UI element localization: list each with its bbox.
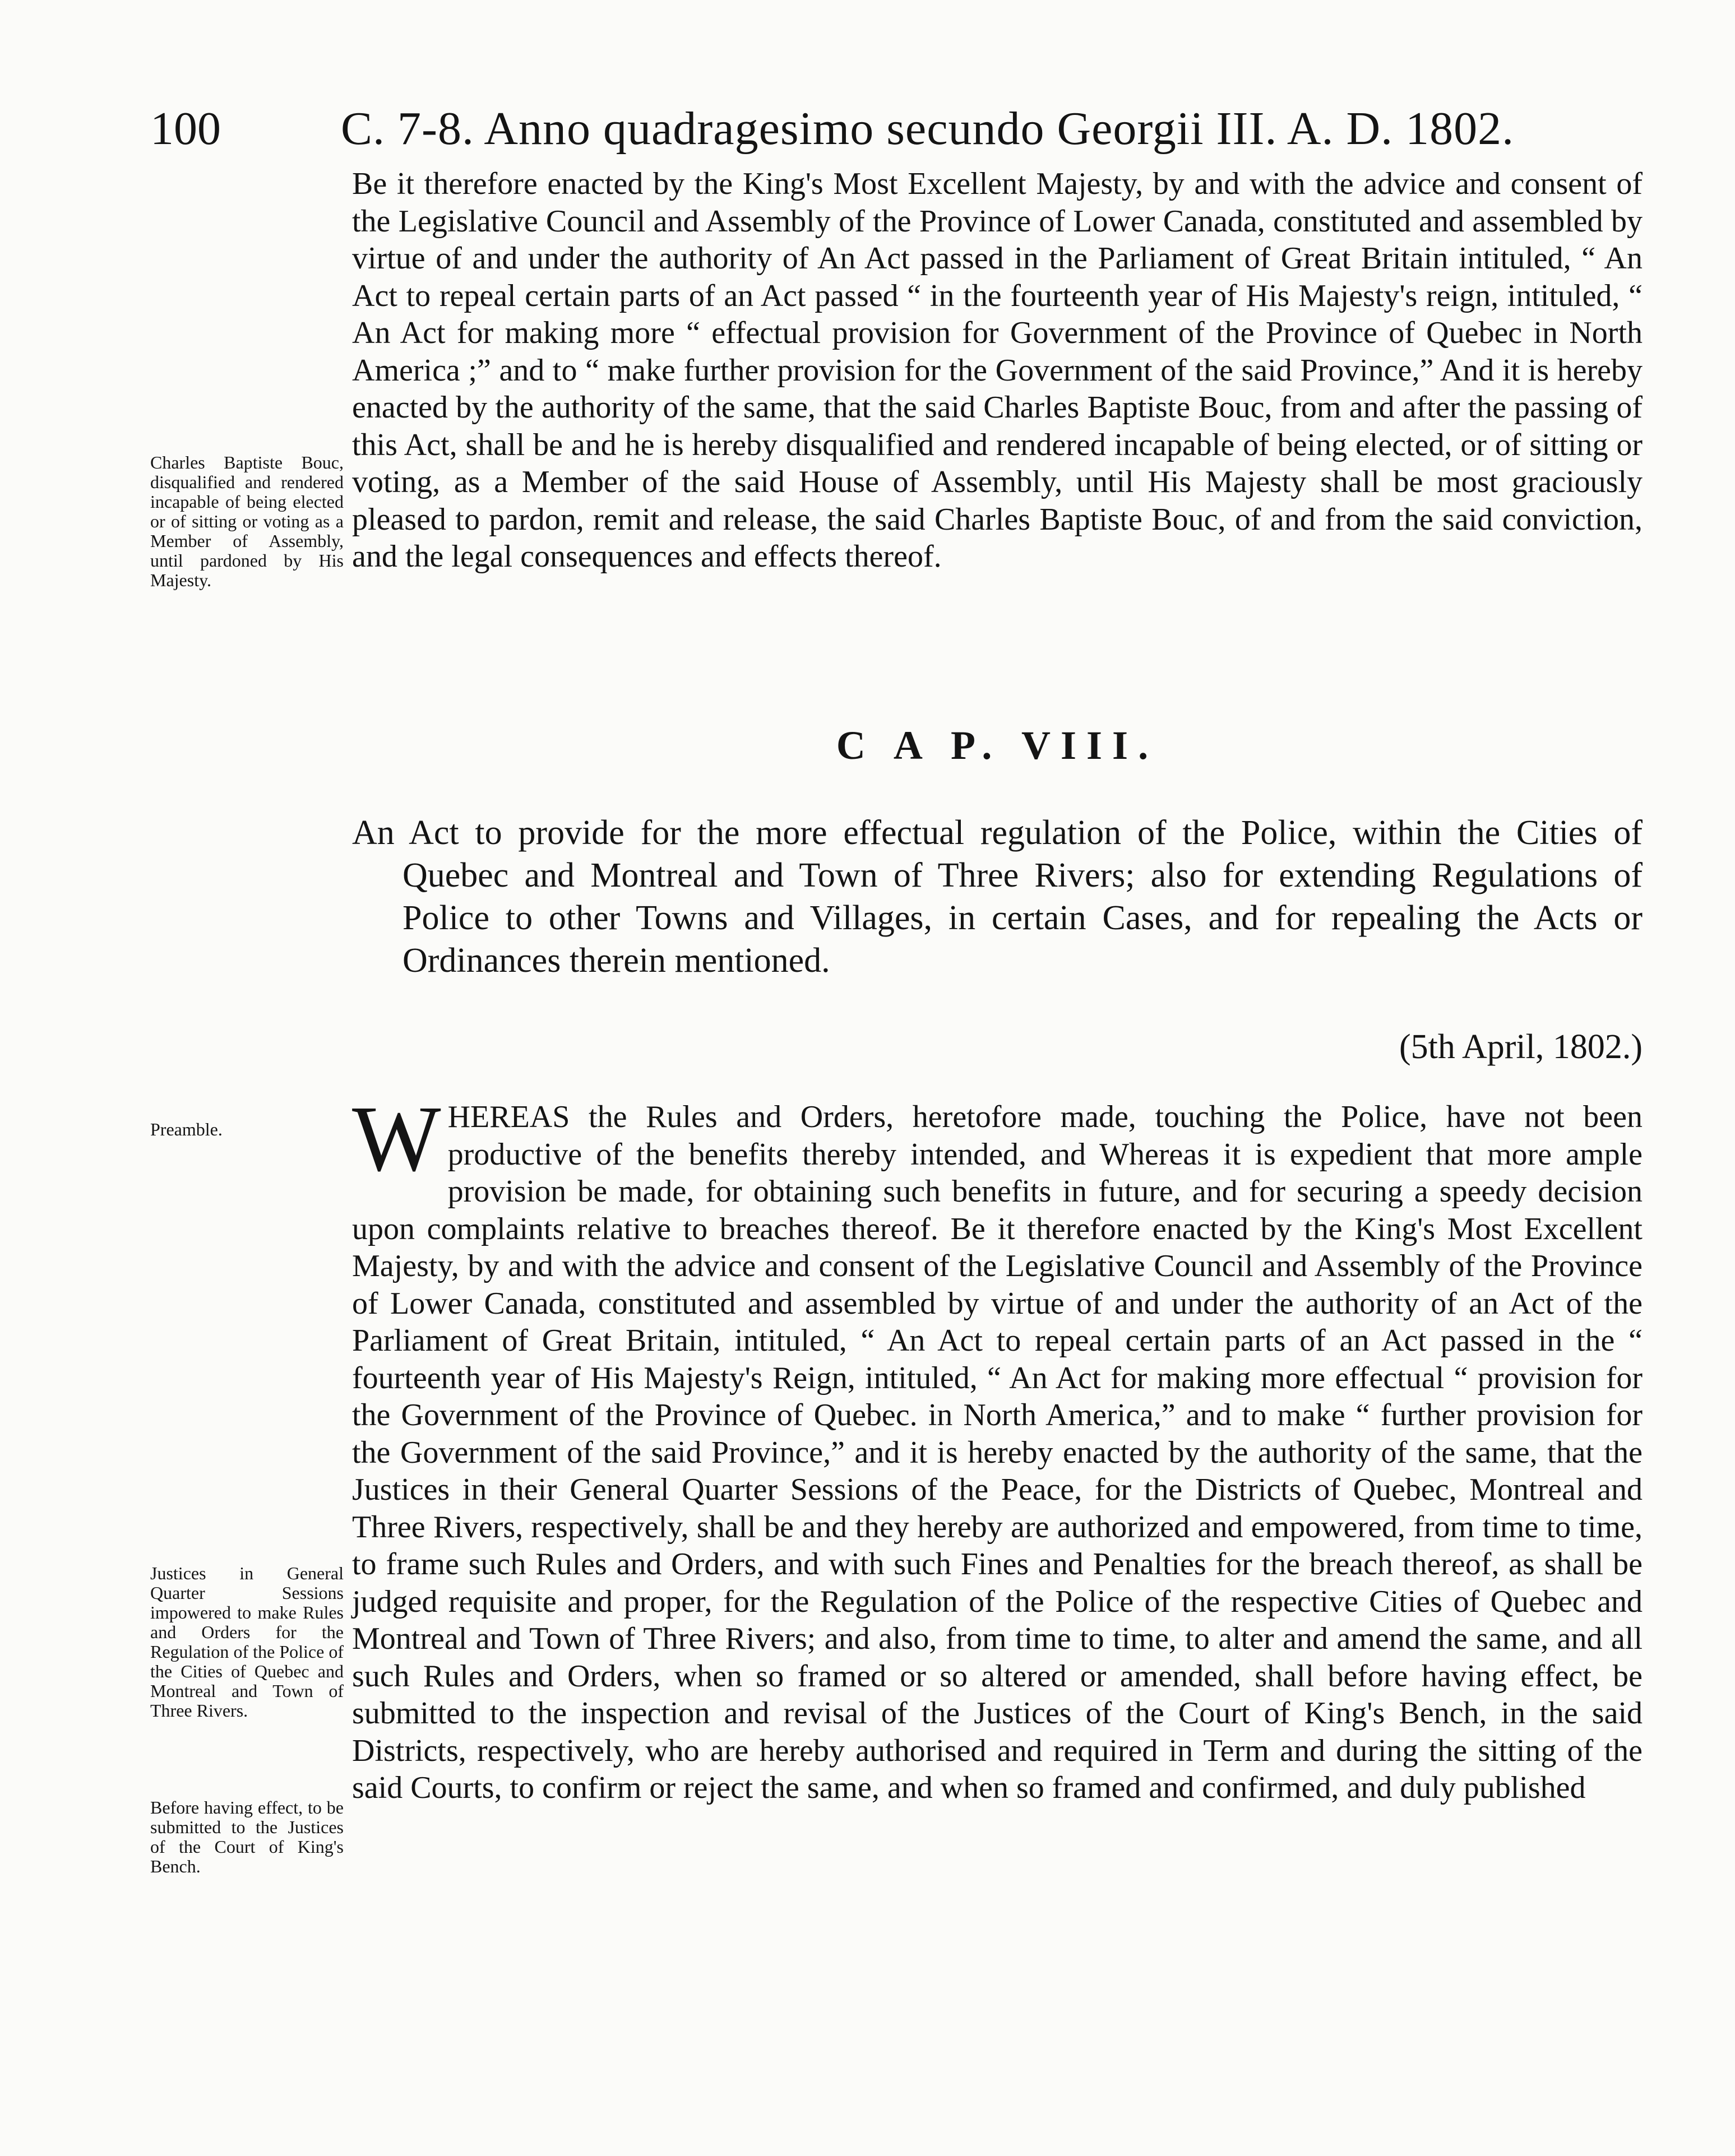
page-number: 100 bbox=[150, 103, 221, 155]
act-date: (5th April, 1802.) bbox=[1399, 1028, 1643, 1066]
marginal-note-kings-bench: Before having effect, to be submitted to the Justices of the Court of King's Bench. bbox=[150, 1797, 344, 1876]
preamble-text: HEREAS the Rules and Orders, heretofore made, touching the Police, have not been productive of the benefits thereby intended, and Whereas it is expedient that more ample provision be made, for obtaining such benefits in future, and for securing a speedy decision upon complaints relative to breaches thereof. Be it therefore enacted by the King's Most Excellent Majesty, by and with the advice and consent of the Legislative Council and Assembly of the Province of Lower Canada, constituted and assembled by virtue of and under the authority of an Act of the Parliament of Great Britain, intituled, “ An Act to repeal certain parts of an Act passed in the “ fourteenth year of His Majesty's Reign, intituled, “ An Act for making more effectual “ provision for the Government of the Province of Quebec. in North America,” and to make “ further provision for the Government of the said Province,” and it is hereby enacted by the authority of the same, that the Justices in their General Quarter Sessions of the Peace, for the Districts of Quebec, Montreal and Three Rivers, respectively, shall be and they hereby are authorized and empowered, from time to time, to frame such Rules and Orders, and with such Fines and Penalties for the breach thereof, as shall be judged requisite and proper, for the Regulation of the Police of the respective Cities of Quebec and Montreal and Town of Three Rivers; and also, from time to time, to alter and amend the same, and all such Rules and Orders, when so framed or so altered or amended, shall before having effect, be submitted to the inspection and revisal of the Justices of the Court of King's Bench, in the said Districts, respectively, who are hereby authorised and required in Term and during the sitting of the said Courts, to confirm or reject the same, and when so framed and confirmed, and duly published bbox=[352, 1100, 1643, 1805]
marginal-note-preamble: Preamble. bbox=[150, 1119, 223, 1139]
enacting-paragraph: Be it therefore enacted by the King's Most Excellent Majesty, by and with the advice and consent of the Legislative Council and Assembly of the Province of Lower Canada, constituted and assembled by virtue of and under the authority of An Act passed in the Parliament of Great Britain intituled, “ An Act to repeal certain parts of an Act passed “ in the fourteenth year of His Majesty's reign, intituled, “ An Act for making more “ effectual provision for Government of the Province of Quebec in North America ;” and to “ make further provision for the Government of the said Province,” And it is hereby enacted by the authority of the same, that the said Charles Baptiste Bouc, from and after the passing of this Act, shall be and he is hereby disqualified and rendered incapable of being elected, or of sitting or voting, as a Member of the said House of Assembly, until His Majesty shall be most graciously pleased to pardon, remit and release, the said Charles Baptiste Bouc, of and from the said conviction, and the legal consequences and effects thereof. bbox=[352, 166, 1643, 574]
page-header bbox=[150, 92, 1664, 165]
drop-cap: W bbox=[352, 1087, 441, 1191]
marginal-note-justices: Justices in General Quarter Sessions impowered to make Rules and Orders for the Regulation of the Police of the Cities of Quebec and Montreal and Town of Three Rivers. bbox=[150, 1563, 344, 1721]
preamble-paragraph bbox=[352, 1087, 1643, 1807]
marginal-note-disqualification: Charles Baptiste Bouc, disqualified and rendered incapable of being elected or of sitting or voting as a Member of Assembly, until pardoned by His Majesty. bbox=[150, 452, 344, 590]
running-head: C. 7-8. Anno quadragesimo secundo Georgii III. A. D. 1802. bbox=[341, 103, 1515, 155]
chapter-title: C A P. VIII. bbox=[836, 723, 1159, 768]
act-title: An Act to provide for the more effectual regulation of the Police, within the Cities of Quebec and Montreal and Town of Three Rivers; also for extending Regulations of Police to other Towns and Villages, in certain Cases, and for repealing the Acts or Ordinances therein mentioned. bbox=[352, 814, 1643, 980]
